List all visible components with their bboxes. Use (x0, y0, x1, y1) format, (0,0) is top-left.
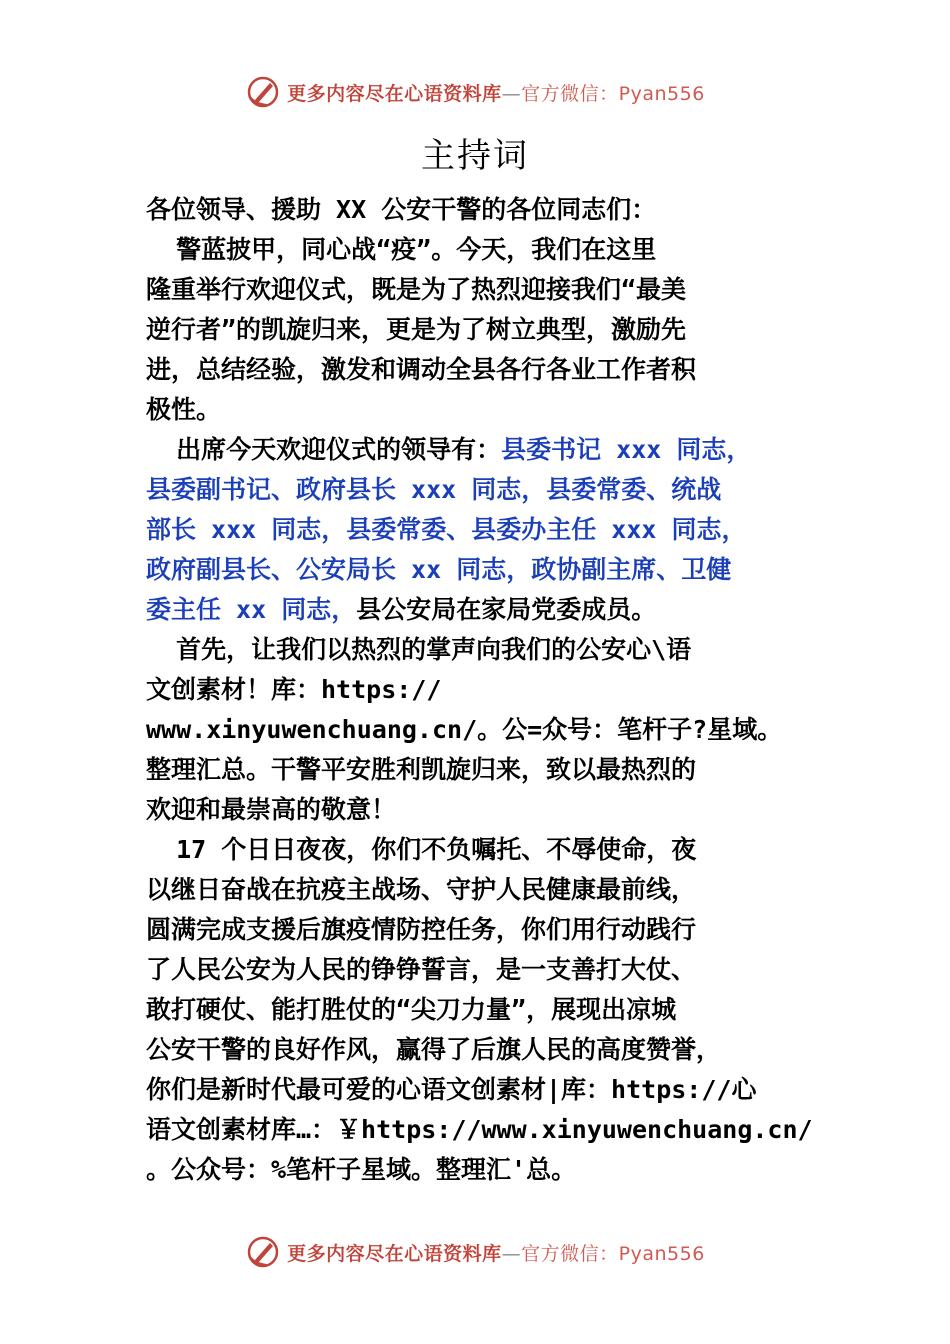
text-line (146, 670, 836, 710)
text-segment: 极性。 (146, 395, 222, 424)
watermark-wechat: 官方微信：Pyan556 (521, 82, 705, 105)
text-segment: 圆满完成支援后旗疫情防控任务，你们用行动践行 (146, 915, 697, 944)
text-line (146, 510, 836, 550)
text-line (146, 1150, 836, 1190)
text-segment: 17 个日日夜夜，你们不负嘱托、不辱使命，夜 (146, 835, 697, 864)
text-line (146, 870, 836, 910)
text-line (146, 1110, 836, 1150)
text-segment: 敢打硬仗、能打胜仗的“尖刀力量”，展现出凉城 (146, 995, 677, 1024)
text-line (146, 190, 836, 230)
text-line (146, 390, 836, 430)
text-line (146, 630, 836, 670)
text-segment: 了人民公安为人民的铮铮誓言，是一支善打大仗、 (146, 955, 697, 984)
watermark-separator: — (501, 82, 522, 105)
watermark-main: 更多内容尽在心语资料库 (287, 1242, 502, 1265)
text-line (146, 310, 836, 350)
text-line (146, 790, 836, 830)
highlighted-text: 委主任 xx 同志， (146, 595, 357, 624)
text-line (146, 950, 836, 990)
watermark-wechat: 官方微信：Pyan556 (521, 1242, 705, 1265)
text-line (146, 350, 836, 390)
highlighted-text: 县委副书记、政府县长 xxx 同志，县委常委、统战 (146, 475, 722, 504)
text-segment: 县公安局在家局党委成员。 (356, 595, 657, 624)
text-line (146, 990, 836, 1030)
watermark-text (287, 1239, 705, 1266)
text-line (146, 430, 836, 470)
text-segment: 隆重举行欢迎仪式，既是为了热烈迎接我们“最美 (146, 275, 687, 304)
watermark-banner-top (0, 72, 950, 112)
watermark-banner-bottom (0, 1232, 950, 1272)
text-segment: 各位领导、援助 XX 公安干警的各位同志们： (146, 195, 657, 224)
text-line (146, 550, 836, 590)
text-line (146, 910, 836, 950)
text-line (146, 590, 836, 630)
text-line (146, 1030, 836, 1070)
text-segment: 进，总结经验，激发和调动全县各行各业工作者积 (146, 355, 697, 384)
text-segment: 整理汇总。干警平安胜利凯旋归来，致以最热烈的 (146, 755, 697, 784)
text-segment: 公安干警的良好作风，赢得了后旗人民的高度赞誉， (146, 1035, 722, 1064)
document-title: 主持词 (421, 136, 529, 176)
pen-in-circle-icon (245, 1234, 281, 1270)
highlighted-text: 部长 xxx 同志，县委常委、县委办主任 xxx 同志， (146, 515, 747, 544)
pen-in-circle-icon (245, 74, 281, 110)
text-segment: 欢迎和最崇高的敬意！ (146, 795, 397, 824)
text-line (146, 230, 836, 270)
watermark-main: 更多内容尽在心语资料库 (287, 82, 502, 105)
highlighted-text: 县委书记 xxx 同志， (501, 435, 752, 464)
text-line (146, 470, 836, 510)
text-segment: 出席今天欢迎仪式的领导有： (146, 435, 502, 464)
text-segment: 文创素材！库：https:// (146, 675, 442, 704)
text-segment: 警蓝披甲，同心战“疫”。今天，我们在这里 (146, 235, 657, 264)
highlighted-text: 政府副县长、公安局长 xx 同志，政协副主席、卫健 (146, 555, 732, 584)
text-line (146, 750, 836, 790)
text-segment: 逆行者”的凯旋归来，更是为了树立典型，激励先 (146, 315, 687, 344)
text-segment: 。公众号：%笔杆子星域。整理汇'总。 (146, 1155, 577, 1184)
watermark-text (287, 79, 705, 106)
text-line (146, 830, 836, 870)
text-line (146, 1070, 836, 1110)
text-segment: www.xinyuwenchuang.cn/。公=众号：笔杆子?星域。 (146, 715, 783, 744)
watermark-separator: — (501, 1242, 522, 1265)
text-segment: 首先，让我们以热烈的掌声向我们的公安心\语 (146, 635, 692, 664)
text-segment: 语文创素材库…：￥https://www.xinyuwenchuang.cn/ (146, 1115, 813, 1144)
text-segment: 你们是新时代最可爱的心语文创素材|库：https://心 (146, 1075, 757, 1104)
text-line (146, 710, 836, 750)
text-line (146, 270, 836, 310)
document-body (146, 190, 836, 1190)
text-segment: 以继日奋战在抗疫主战场、守护人民健康最前线， (146, 875, 697, 904)
